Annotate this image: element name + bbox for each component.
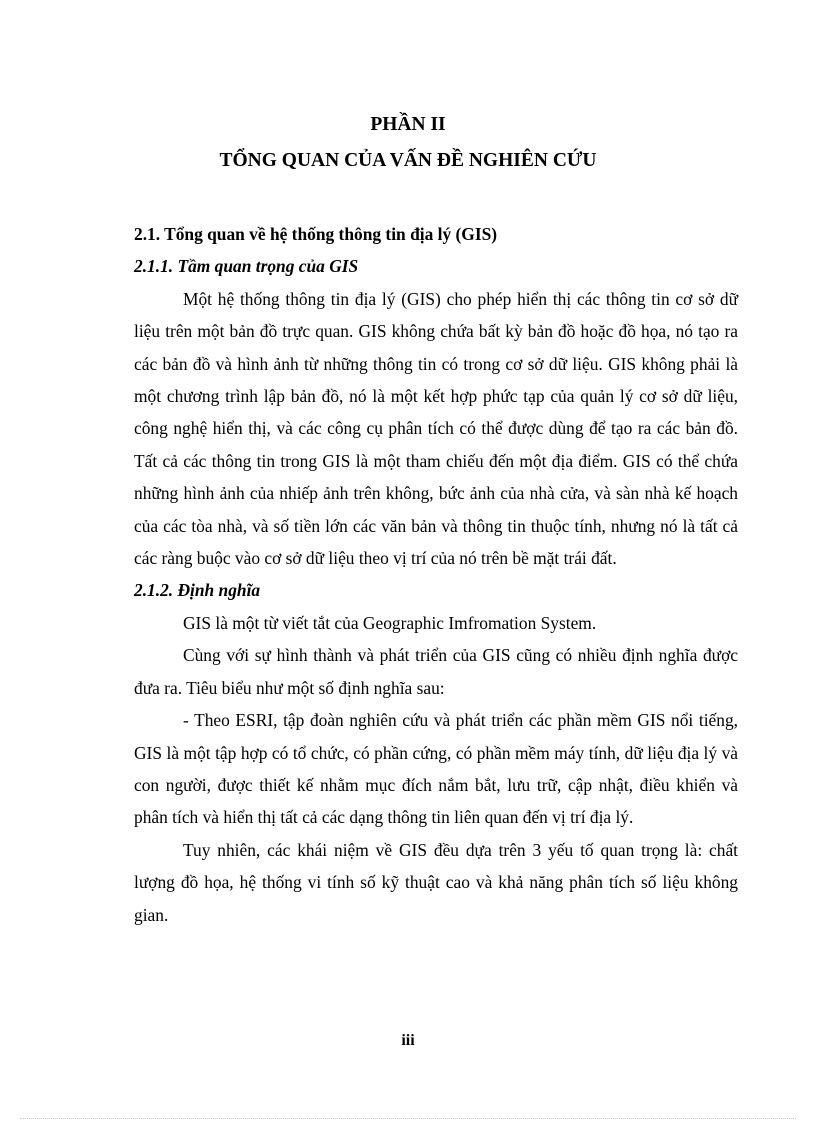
subsection-1-heading: 2.1.1. Tầm quan trọng của GIS <box>134 256 359 277</box>
subsection-2-heading: 2.1.2. Định nghĩa <box>134 580 261 601</box>
page-bottom-rule <box>20 1118 796 1119</box>
part-label: PHẦN II <box>370 114 446 135</box>
definition-paragraph-4: Tuy nhiên, các khái niệm về GIS đều dựa trên 3 yếu tố quan trọng là: chất lượng đồ họa, hệ thống vi tính số kỹ thuật cao và khả năng phân tích số liệu không gian. <box>134 839 738 925</box>
definition-paragraph-2: Cùng với sự hình thành và phát triển của GIS cũng có nhiều định nghĩa được đưa ra. Tiêu biểu như một số định nghĩa sau: <box>134 645 738 698</box>
document-body <box>134 218 738 931</box>
subsection-1-paragraph: Một hệ thống thông tin địa lý (GIS) cho phép hiển thị các thông tin cơ sở dữ liệu trên một bản đồ trực quan. GIS không chứa bất kỳ bản đồ hoặc đồ họa, nó tạo ra các bản đồ và hình ảnh từ những thông tin có trong cơ sở dữ liệu. GIS không phải là một chương trình lập bản đồ, nó là một kết hợp phức tạp của quản lý cơ sở dữ liệu, công nghệ hiển thị, và các công cụ phân tích có thể được dùng để tạo ra các bản đồ. Tất cả các thông tin trong GIS là một tham chiếu đến một địa điểm. GIS có thể chứa những hình ảnh của nhiếp ảnh trên không, bức ảnh của nhà cửa, và sàn nhà kế hoạch của các tòa nhà, và số tiền lớn các văn bản và thông tin thuộc tính, nhưng nó là tất cả các ràng buộc vào cơ sở dữ liệu theo vị trí của nó trên bề mặt trái đất. <box>134 288 738 569</box>
section-heading: 2.1. Tổng quan về hệ thống thông tin địa lý (GIS) <box>134 224 498 244</box>
part-title: TỔNG QUAN CỦA VẤN ĐỀ NGHIÊN CỨU <box>219 150 597 171</box>
definition-paragraph-3: - Theo ESRI, tập đoàn nghiên cứu và phát triển các phần mềm GIS nổi tiếng, GIS là một tập hợp có tổ chức, có phần cứng, có phần mềm máy tính, dữ liệu địa lý và con người, được thiết kế nhằm mục đích nắm bắt, lưu trữ, cập nhật, điều khiển và phân tích và hiển thị tất cả các dạng thông tin liên quan đến vị trí địa lý. <box>134 710 738 828</box>
definition-paragraph-1: GIS là một từ viết tắt của Geographic Imfromation System. <box>183 612 597 633</box>
page-number: iii <box>401 1032 415 1049</box>
